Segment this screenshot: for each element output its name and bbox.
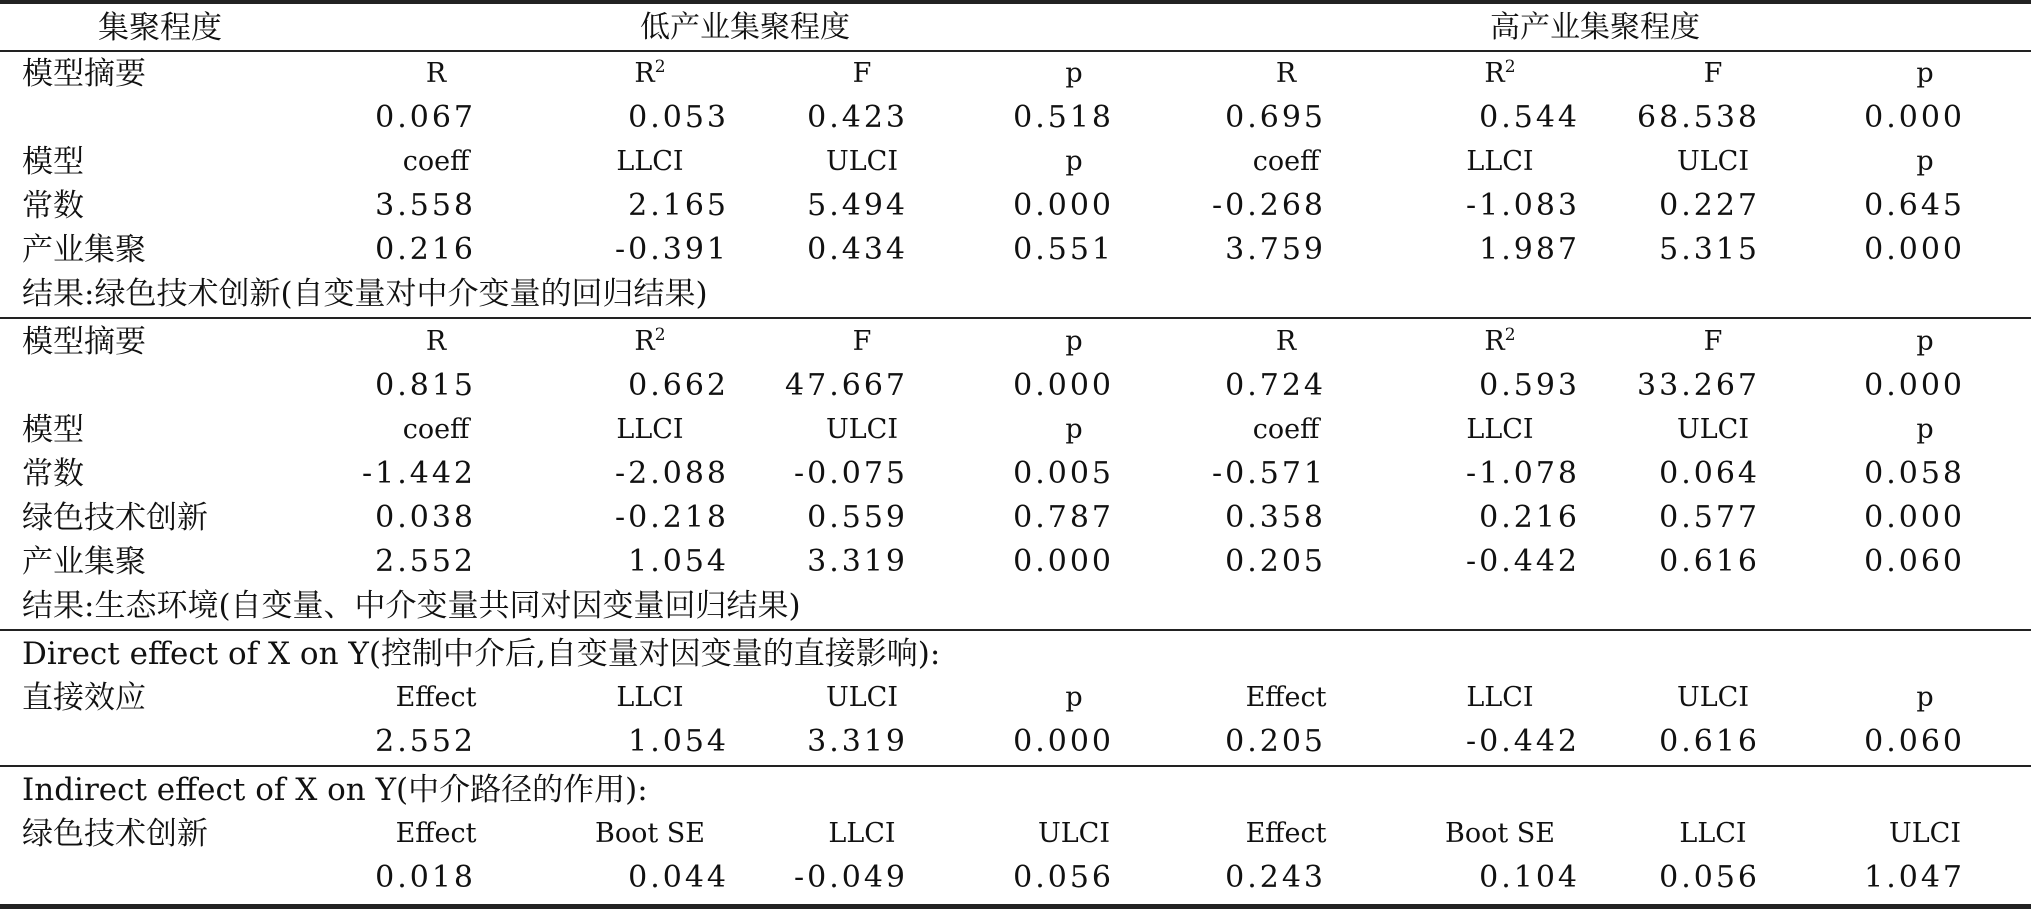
table-cell: 0.645 — [1864, 188, 1965, 223]
column-header: $R^2$ — [1484, 325, 1516, 357]
table-cell: 1.054 — [628, 724, 729, 759]
table-cell: 68.538 — [1637, 100, 1760, 135]
column-header: LLCI — [616, 682, 684, 713]
table-cell: 0.060 — [1864, 724, 1965, 759]
section-caption: Indirect effect of X on Y(中介路径的作用): — [22, 772, 648, 808]
table-cell: 1.054 — [628, 544, 729, 579]
table-cell: 47.667 — [785, 368, 908, 403]
table-cell: 3.319 — [807, 724, 908, 759]
column-header: coeff — [1252, 414, 1320, 445]
table-cell: 0.227 — [1659, 188, 1760, 223]
table-cell: -0.391 — [614, 232, 729, 267]
table-cell: 0.358 — [1225, 500, 1326, 535]
row-label: 模型摘要 — [22, 324, 146, 360]
table-cell: 0.787 — [1013, 500, 1114, 535]
section-rule — [0, 629, 2031, 631]
table-cell: 0.205 — [1225, 544, 1326, 579]
row-label: 产业集聚 — [22, 544, 146, 580]
table-cell: 0.551 — [1013, 232, 1114, 267]
column-header: LLCI — [1679, 818, 1747, 849]
table-cell: 0.000 — [1013, 188, 1114, 223]
table-row — [0, 364, 2031, 408]
column-header: $R^2$ — [634, 57, 666, 89]
table-cell: 0.616 — [1659, 544, 1760, 579]
table-cell: 0.067 — [375, 100, 476, 135]
table-cell: -0.218 — [614, 500, 729, 535]
table-row — [0, 96, 2031, 140]
table-row — [0, 496, 2031, 540]
column-header: F — [852, 58, 872, 89]
table-cell: 3.759 — [1225, 232, 1326, 267]
row-label: 常数 — [22, 456, 84, 492]
table-cell: 0.056 — [1013, 860, 1114, 895]
column-header: LLCI — [1466, 682, 1534, 713]
table-row — [0, 140, 2031, 184]
column-header: Boot SE — [595, 818, 705, 849]
column-header: p — [1065, 58, 1083, 89]
column-header: R — [1275, 58, 1297, 89]
table-cell: 0.000 — [1864, 100, 1965, 135]
table-cell: 0.216 — [1479, 500, 1580, 535]
table-cell: 2.552 — [375, 724, 476, 759]
table-row — [0, 52, 2031, 96]
table-cell: 5.494 — [807, 188, 908, 223]
column-header: R — [425, 326, 447, 357]
column-header: p — [1065, 146, 1083, 177]
table-cell: 2.165 — [628, 188, 729, 223]
column-header: p — [1916, 326, 1934, 357]
column-header: F — [1703, 58, 1723, 89]
column-header: F — [1703, 326, 1723, 357]
table-row — [0, 184, 2031, 228]
column-header: $R^2$ — [634, 325, 666, 357]
table-cell: -1.442 — [361, 456, 476, 491]
row-label: 直接效应 — [22, 680, 146, 716]
section-caption-row — [0, 632, 2031, 676]
column-header: coeff — [402, 414, 470, 445]
table-cell: 0.000 — [1013, 544, 1114, 579]
section-caption: Direct effect of X on Y(控制中介后,自变量对因变量的直接影响): — [22, 636, 941, 672]
column-header: LLCI — [616, 414, 684, 445]
column-header: Boot SE — [1445, 818, 1555, 849]
section-caption-row — [0, 768, 2031, 812]
header-col0: 集聚程度 — [98, 10, 222, 46]
column-header: p — [1065, 326, 1083, 357]
row-label: 常数 — [22, 188, 84, 224]
column-header: coeff — [402, 146, 470, 177]
table-row — [0, 452, 2031, 496]
table-cell: 0.423 — [807, 100, 908, 135]
table-cell: 0.058 — [1864, 456, 1965, 491]
section-caption: 结果:绿色技术创新(自变量对中介变量的回归结果) — [22, 276, 708, 312]
table-cell: 0.060 — [1864, 544, 1965, 579]
table-cell: 0.005 — [1013, 456, 1114, 491]
top-rule — [0, 0, 2031, 4]
column-header: ULCI — [1676, 414, 1750, 445]
column-header: Effect — [1245, 682, 1327, 713]
column-header: ULCI — [825, 146, 899, 177]
column-header: p — [1916, 58, 1934, 89]
column-header: LLCI — [1466, 414, 1534, 445]
table-cell: -1.078 — [1465, 456, 1580, 491]
table-cell: 0.518 — [1013, 100, 1114, 135]
section-caption-row — [0, 584, 2031, 628]
table-header-row — [0, 6, 2031, 50]
section-rule — [0, 317, 2031, 319]
table-cell: -0.442 — [1465, 544, 1580, 579]
row-label: 绿色技术创新 — [22, 816, 208, 852]
row-label: 模型 — [22, 144, 84, 180]
column-header: p — [1065, 682, 1083, 713]
column-header: $R^2$ — [1484, 57, 1516, 89]
table-cell: 0.000 — [1013, 368, 1114, 403]
column-header: LLCI — [828, 818, 896, 849]
table-cell: 0.434 — [807, 232, 908, 267]
table-cell: 0.593 — [1479, 368, 1580, 403]
table-cell: 0.044 — [628, 860, 729, 895]
column-header: LLCI — [616, 146, 684, 177]
row-label: 产业集聚 — [22, 232, 146, 268]
table-cell: -0.442 — [1465, 724, 1580, 759]
table-row — [0, 812, 2031, 856]
row-label: 绿色技术创新 — [22, 500, 208, 536]
table-cell: 0.815 — [375, 368, 476, 403]
table-row — [0, 540, 2031, 584]
table-cell: -0.268 — [1211, 188, 1326, 223]
table-cell: 0.000 — [1864, 232, 1965, 267]
table-cell: 0.104 — [1479, 860, 1580, 895]
table-row — [0, 720, 2031, 764]
column-header: coeff — [1252, 146, 1320, 177]
section-caption-row — [0, 272, 2031, 316]
table-cell: 0.559 — [807, 500, 908, 535]
header-group-high: 高产业集聚程度 — [1490, 10, 1700, 45]
column-header: Effect — [395, 682, 477, 713]
table-cell: 0.577 — [1659, 500, 1760, 535]
table-cell: 0.724 — [1225, 368, 1326, 403]
table-cell: -0.075 — [793, 456, 908, 491]
table-cell: 0.243 — [1225, 860, 1326, 895]
table-cell: 0.616 — [1659, 724, 1760, 759]
column-header: ULCI — [825, 682, 899, 713]
table-cell: 1.987 — [1479, 232, 1580, 267]
row-label: 模型 — [22, 412, 84, 448]
column-header: p — [1916, 682, 1934, 713]
table-cell: 0.053 — [628, 100, 729, 135]
table-cell: 33.267 — [1637, 368, 1760, 403]
column-header: ULCI — [1037, 818, 1111, 849]
section-caption: 结果:生态环境(自变量、中介变量共同对因变量回归结果) — [22, 588, 801, 624]
table-cell: 0.018 — [375, 860, 476, 895]
table-row — [0, 856, 2031, 900]
section-rule — [0, 765, 2031, 767]
table-cell: 0.000 — [1864, 368, 1965, 403]
row-label: 模型摘要 — [22, 56, 146, 92]
column-header: p — [1916, 414, 1934, 445]
table-cell: 5.315 — [1659, 232, 1760, 267]
header-group-low: 低产业集聚程度 — [640, 10, 850, 45]
table-cell: 0.662 — [628, 368, 729, 403]
column-header: Effect — [1245, 818, 1327, 849]
column-header: Effect — [395, 818, 477, 849]
bottom-rule — [0, 904, 2031, 909]
column-header: p — [1916, 146, 1934, 177]
table-cell: 0.544 — [1479, 100, 1580, 135]
table-cell: 0.000 — [1864, 500, 1965, 535]
column-header: LLCI — [1466, 146, 1534, 177]
table-cell: 0.205 — [1225, 724, 1326, 759]
table-cell: 0.056 — [1659, 860, 1760, 895]
column-header: ULCI — [1676, 146, 1750, 177]
table-cell: 3.558 — [375, 188, 476, 223]
table-cell: -0.571 — [1211, 456, 1326, 491]
table-row — [0, 408, 2031, 452]
table-cell: 0.038 — [375, 500, 476, 535]
table-cell: 1.047 — [1864, 860, 1965, 895]
column-header: R — [1275, 326, 1297, 357]
table-cell: 3.319 — [807, 544, 908, 579]
table-cell: -2.088 — [614, 456, 729, 491]
column-header: ULCI — [1676, 682, 1750, 713]
table-cell: 0.216 — [375, 232, 476, 267]
column-header: R — [425, 58, 447, 89]
table-row — [0, 676, 2031, 720]
table-cell: 2.552 — [375, 544, 476, 579]
table-cell: 0.000 — [1013, 724, 1114, 759]
table-cell: 0.695 — [1225, 100, 1326, 135]
column-header: p — [1065, 414, 1083, 445]
table-cell: 0.064 — [1659, 456, 1760, 491]
column-header: F — [852, 326, 872, 357]
table-row — [0, 320, 2031, 364]
table-cell: -0.049 — [793, 860, 908, 895]
table-row — [0, 228, 2031, 272]
column-header: ULCI — [1888, 818, 1962, 849]
column-header: ULCI — [825, 414, 899, 445]
table-cell: -1.083 — [1465, 188, 1580, 223]
